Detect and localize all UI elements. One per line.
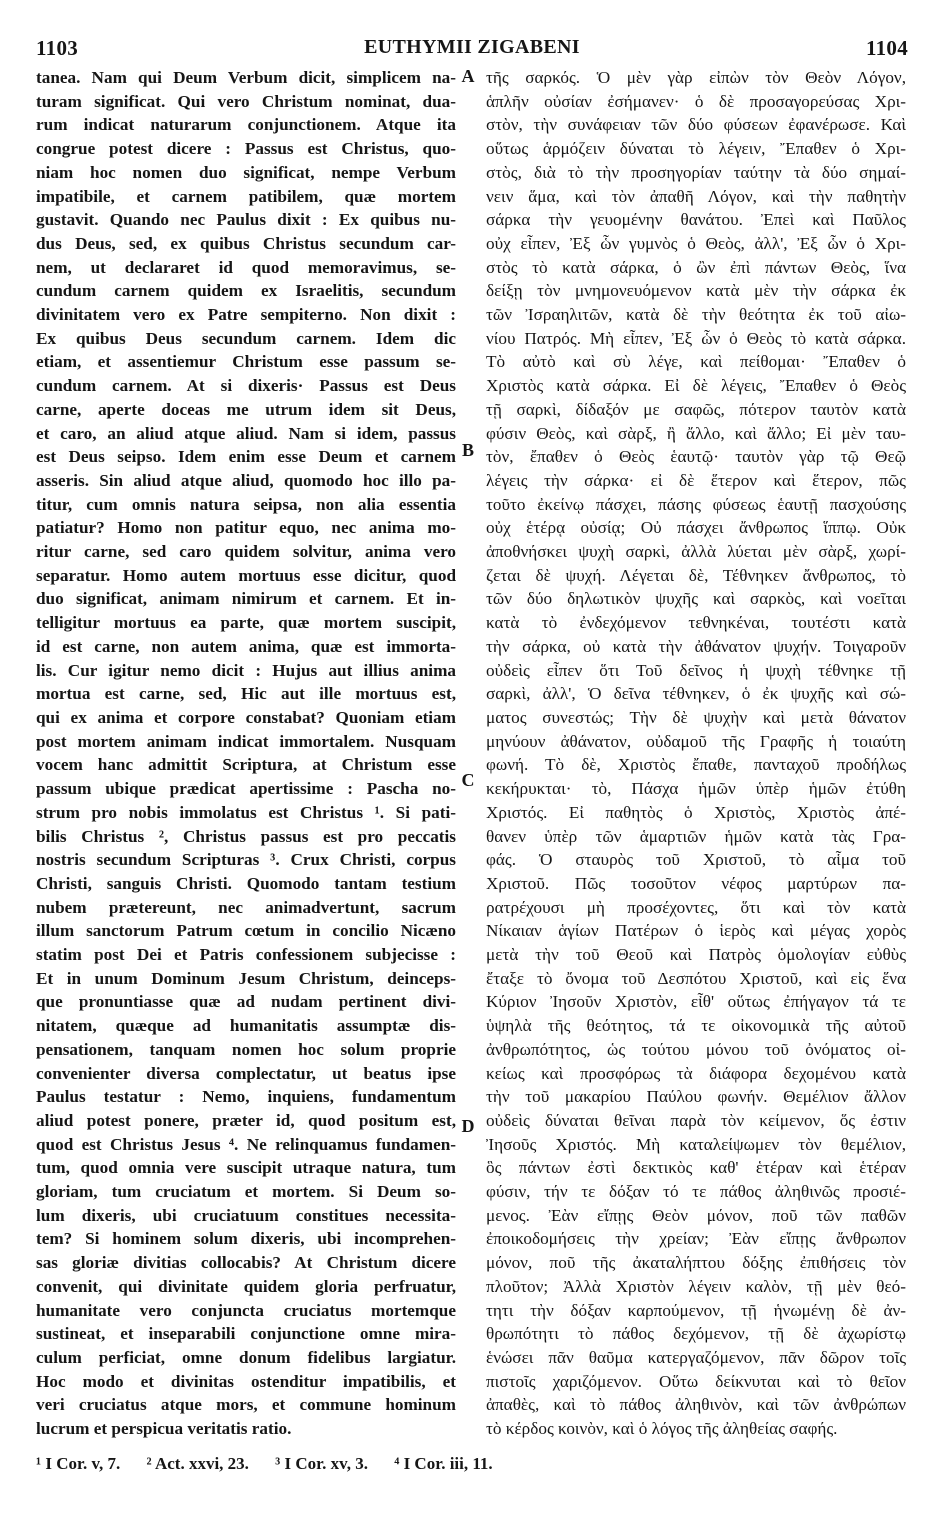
greek-text-line: οὐχ εἶπεν, Ἐξ ὧν γυμνὸς ὁ Θεὸς, ἀλλ', Ἐξ ὧν ὁ Χρι- [486,233,906,253]
latin-text-line: convenit, qui divinitate quidem gloria perfruatur, [36,1276,456,1296]
greek-text-line: ἐποικοδομήσεις τὴν χρείαν; Ἐὰν εἴπῃς ἄνθρωπον [486,1229,906,1249]
greek-text-line: δείξῃ τὸν μνημονευόμενον κατὰ μὲν τὴν σάρκα ἐκ [486,281,906,301]
footnote-4: ⁴ I Cor. iii, 11. [394,1454,493,1473]
latin-text-line: passum ubique prædicat apertissime : Pascha no- [36,779,456,799]
latin-text-line: duo significat, animam nimirum et carnem. Et in- [36,589,456,609]
latin-text-line: nubem prætereunt, nec animadvertunt, sacrum [36,897,456,917]
latin-text-line: convenienter diversa complectatur, ut beatus ipse [36,1063,456,1083]
greek-text-line: ἀνθρωπότητος, ὡς τούτου μόνου τοῦ ὀνόματος οἰ- [486,1039,906,1059]
page-number-right: 1104 [865,36,908,60]
latin-text-line: qui ex anima et corpore constabat? Quoniam etiam [36,707,456,727]
latin-text-line: sas gloriæ divitias collocabis? At Christum dicere [36,1253,456,1273]
greek-text-line: ζεται δὲ ψυχή. Λέγεται δὲ, Τέθνηκεν ἄνθρωπος, τὸ [486,565,906,585]
latin-text-line: patiatur? Homo non patitur equo, nec anima mo- [36,518,456,538]
greek-text-line: θανεν ὑπὲρ τῶν ἁμαρτιῶν ἡμῶν κατὰ τὰς Γρα- [486,826,906,846]
greek-text-line: τῶν δύο δηλωτικὸν ψυχῆς καὶ σαρκὸς, καὶ νοεῖται [486,589,906,609]
greek-text-line: Νίκαιαν ἁγίων Πατέρων ὁ ἱερὸς καὶ μέγας χορὸς [486,921,906,941]
latin-text-line: tem? Si hominem solum dixeris, ubi incomprehen- [36,1229,456,1249]
greek-text-line: τὸ κέρδος κοινὸν, καὶ ὁ λόγος τῆς ἀληθείας σαφής. [486,1419,838,1439]
latin-text-line: lucrum et perspicua veritatis ratio. [36,1419,292,1439]
latin-text-line: Hoc modo et divinitas ostenditur impatibilis, et [36,1371,456,1391]
latin-text-line: tum, quod omnia vere suscipit utraque natura, tum [36,1158,456,1178]
latin-text-line: que pronuntiasse quæ ad nudam pertinent divi- [36,992,456,1012]
greek-text-line: Τὸ αὐτὸ καὶ σὺ λέγε, καὶ πείθομαι· Ἔπαθεν ὁ [486,352,906,372]
greek-text-line: Ἰησοῦς Χριστός. Μὴ καταλείψωμεν τὸν θεμέλιον, [486,1134,906,1154]
greek-text-line: μενος. Ἐὰν εἴπῃς Θεὸν μόνον, ποῦ τῶν παθῶν [486,1205,906,1225]
footnote-3: ³ I Cor. xv, 3. [275,1454,368,1473]
greek-text-line: Χριστοῦ. Πῶς τοσοῦτον νέφος μαρτύρων πα- [486,873,906,893]
greek-text-line: θρωπότητι τὸ πάθος δεχόμενον, τῇ δὲ ἀχωρίστῳ [486,1324,906,1344]
latin-text-line: veri cruciatus atque mors, et commune hominum [36,1395,456,1415]
latin-text-line: Paulus testatur : Nemo, inquiens, fundamentum [36,1087,456,1107]
greek-text-line: φάς. Ὁ σταυρὸς τοῦ Χριστοῦ, τὸ αἷμα τοῦ [486,850,906,870]
latin-text-line: separatur. Homo autem mortuus esse dicitur, quod [36,565,456,585]
latin-text-line: turam significat. Qui vero Christum nominat, dua- [36,91,456,111]
latin-text-line: titur, cum omnis natura seipsa, non alia essentia [36,494,456,514]
greek-text-line: κατὰ τὸ ἐνδεχόμενον τεθνηκέναι, τουτέστι κατὰ [486,613,906,633]
latin-text-line: vocem hanc admittit Scriptura, at Christum esse [36,755,456,775]
latin-text-line: gloriam, tum cruciatum et mortem. Si Deum so- [36,1182,456,1202]
greek-text-line: στὸς, διὰ τὸ τὴν προσηγορίαν ταύτην τὰ δύο σημαί- [486,162,906,182]
running-title: EUTHYMII ZIGABENI [364,36,580,58]
latin-text-line: nem, ut declararet id quod memoravimus, se- [36,257,456,277]
latin-text-line: est Deus seipso. Idem enim esse Deum et carnem [36,447,456,467]
footnotes [36,1454,596,1474]
latin-text-line: rum indicat naturarum conjunctionem. Atque ita [36,115,456,135]
latin-text-line: dus Deus, sed, ex quibus Christus secundum car- [36,233,456,253]
greek-text-line: τὴν τοῦ μακαρίου Παύλου φωνήν. Θεμέλιον ἄλλον [486,1087,906,1107]
margin-marker-c: C [461,770,475,790]
greek-text-line: ρατρέχουσι μὴ προσέχοντες, ὅτι καὶ τὸν κατὰ [486,897,906,917]
greek-text-line: κείως καὶ προσφόρως τὰ διάφορα δεχομένου κατὰ [486,1063,906,1083]
latin-text-line: cundum carnem quidem ex Israelitis, secundum [36,281,456,301]
latin-text-line: etiam, et assentiemur Christum esse passum se- [36,352,456,372]
greek-text-line: λέγεις τὴν σάρκα· εἰ δὲ ἕτερον καὶ ἕτερον, πῶς [486,470,906,490]
greek-text-line: σάρκα τὴν γευομένην θανάτου. Ἐπεὶ καὶ Παῦλος [486,210,906,230]
greek-text-line: τητι τὴν δόξαν καρπούμενον, τῇ ἡνωμένῃ δὲ ἀν- [486,1300,906,1320]
latin-text-line: lum dixeris, ubi cruciatuum constitues necessita- [36,1205,456,1225]
latin-text-line: impatibile, et carnem patibilem, quæ mortem [36,186,456,206]
latin-text-line: telligitur mortuus ea parte, quæ mortem suscipit, [36,613,456,633]
greek-text-line: κεκήρυκται· τὸ, Πάσχα ἡμῶν ὑπὲρ ἡμῶν ἐτύθη [486,779,906,799]
footnote-2: ² Act. xxvi, 23. [146,1454,249,1473]
latin-text-line: Ex quibus Deus secundum carnem. Idem dic [36,328,456,348]
latin-text-line: nitatem, quæque ad humanitatis assumptæ dis- [36,1016,456,1036]
latin-text-line: statim post Dei et Patris confessionem subjecisse : [36,945,456,965]
latin-text-line: mortua est carne, sed, Hic aut ille mortuus est, [36,684,456,704]
greek-column [486,66,906,1441]
latin-text-line: lis. Cur igitur nemo dicit : Hujus aut illius anima [36,660,456,680]
latin-text-line: strum pro nobis immolatus est Christus ¹. Si pati- [36,802,456,822]
greek-text-line: ἀποθνήσκει ψυχὴ σαρκὶ, ἀλλὰ λύεται μὲν σὰρξ, χωρί- [486,542,906,562]
latin-text-line: pensationem, tanquam nomen hoc solum proprie [36,1039,456,1059]
greek-text-line: φωνή. Τὸ δὲ, Χριστὸς ἔπαθε, πανταχοῦ προδήλως [486,755,906,775]
latin-text-line: asseris. Sin aliud atque aliud, quomodo hoc illo pa- [36,470,456,490]
latin-column [36,66,456,1441]
page-number-left: 1103 [36,36,79,60]
latin-text-line: ritur carne, sed caro quidem solvitur, anima vero [36,542,456,562]
latin-text-line: Christi, sanguis Christi. Quomodo tantam testium [36,873,456,893]
latin-text-line: quod est Christus Jesus ⁴. Ne relinquamus fundamen- [36,1134,456,1154]
greek-text-line: οὐχ ἑτέρᾳ οὐσίᾳ; Οὐ πάσχει ἄνθρωπος ἵππῳ. Οὐκ [486,518,906,538]
latin-text-line: gustavit. Quando nec Paulus dixit : Ex quibus nu- [36,210,456,230]
latin-text-line: aliud potest ponere, præter id, quod positum est, [36,1110,456,1130]
greek-text-line: φύσιν, τήν τε δόξαν τό τε πάθος ἀληθινῶς προσιέ- [486,1182,906,1202]
latin-text-line: culum perficiat, omne donum fidelibus largiatur. [36,1347,456,1367]
greek-text-line: σαρκὶ, ἀλλ', Ὁ δεῖνα τέθνηκεν, ὁ ἐκ ψυχῆς καὶ σώ- [486,684,906,704]
greek-text-line: πλοῦτον; Ἀλλὰ Χριστὸν λέγειν καλὸν, τῇ μὲν θεό- [486,1276,906,1296]
latin-text-line: divinitatem vero ex Patre sempiterno. Non dixit : [36,305,456,325]
greek-text-line: ὃς πάντων ἐστὶ δεκτικὸς καθ' ἑτέραν καὶ ἑτέραν [486,1158,906,1178]
margin-marker-a: A [461,66,475,86]
greek-text-line: τῶν Ἰσραηλιτῶν, κατὰ δὲ τὴν θεότητα ἐκ τοῦ αἰω- [486,305,906,325]
greek-text-line: πιστοῖς χαριζόμενον. Οὕτω δείκνυται καὶ τὸ θεῖον [486,1371,906,1391]
latin-text-line: nostris secundum Scripturas ³. Crux Christi, corpus [36,850,456,870]
greek-text-line: μόνον, ποῦ τῆς ἀκαταλήπτου δόξης ἐπιθήσεις τὸν [486,1253,906,1273]
greek-text-line: ἔταξε τὸ ὄνομα τοῦ Δεσπότου Χριστοῦ, καὶ εἰς ἕνα [486,968,906,988]
greek-text-line: Χριστὸς κατὰ σάρκα. Εἰ δὲ λέγεις, Ἔπαθεν ὁ Θεὸς [486,376,906,396]
latin-text-line: post mortem animam indicat immortalem. Nusquam [36,731,456,751]
greek-text-line: νίου Πατρός. Μὴ εἶπεν, Ἐξ ὧν ὁ Θεὸς τὸ κατὰ σάρκα. [486,328,906,348]
greek-text-line: Χριστός. Εἰ παθητὸς ὁ Χριστὸς, Χριστὸς ἀπέ- [486,802,906,822]
greek-text-line: οὐδεὶς εἶπεν ὅτι Τοῦ δεῖνος ἡ ψυχὴ τέθνηκε τῇ [486,660,906,680]
latin-text-line: humanitate vero conjuncta cruciatus mortemque [36,1300,456,1320]
greek-text-line: φύσιν Θεὸς, καὶ σὰρξ, ἢ ἄλλο, καὶ ἄλλο; Εἰ μὲν ταυ- [486,423,906,443]
greek-text-line: νειν ἅμα, καὶ τὸν ἀπαθῆ Λόγον, καὶ τὴν παθητὴν [486,186,906,206]
greek-text-line: ὑψηλὰ τῆς θεότητος, τά τε οἰκονομικὰ τῆς αὐτοῦ [486,1016,906,1036]
greek-text-line: ἀπαθὲς, καὶ τὸ πάθος ἀληθινὸν, καὶ τῶν ἀνθρώπων [486,1395,906,1415]
latin-text-line: bilis Christus ², Christus passus est pro peccatis [36,826,456,846]
greek-text-line: ἑνώσει πᾶν θαῦμα κατεργαζόμενον, πᾶν δῶρον τοῖς [486,1347,906,1367]
latin-text-line: sustineat, et inseparabili conjunctione omne mira- [36,1324,456,1344]
greek-text-line: μετὰ τὴν τοῦ Θεοῦ καὶ Πατρὸς ὁμολογίαν εὐθὺς [486,945,906,965]
footnote-1: ¹ I Cor. v, 7. [36,1454,121,1473]
latin-text-line: tanea. Nam qui Deum Verbum dicit, simplicem na- [36,68,456,87]
latin-text-line: niam hoc nomen duo significat, nempe Verbum [36,162,456,182]
latin-text-line: carne, aperte doceas me utrum idem sit Deus, [36,399,456,419]
margin-marker-d: D [461,1116,475,1136]
page-header [36,36,908,66]
greek-text-line: οὐδεὶς δύναται θεῖναι παρὰ τὸν κείμενον, ὅς ἐστιν [486,1110,906,1130]
greek-text-line: τοῦτο ἐκείνῳ πάσχει, πάσης φύσεως ἑαυτῇ πασχούσης [486,494,906,514]
greek-text-line: στὸν, τὴν συνάφειαν τῶν δύο φύσεων ἐφανέρωσε. Καὶ [486,115,906,135]
latin-text-line: congrue potest dicere : Passus est Christus, quo- [36,139,456,159]
greek-text-line: τὸν, ἔπαθεν ὁ Θεὸς ἑαυτῷ· ταυτὸν γὰρ τῷ Θεῷ [486,447,906,467]
greek-text-line: στὸς τὸ κατὰ σάρκα, ὁ ὢν ἐπὶ πάντων Θεὸς, ἵνα [486,257,906,277]
latin-text-line: illum sanctorum Patrum cœtum in concilio Nicæno [36,921,456,941]
greek-text-line: τῆς σαρκός. Ὁ μὲν γὰρ εἰπὼν τὸν Θεὸν Λόγον, [486,68,906,87]
greek-text-line: ματος συνεστώς; Τὴν δὲ ψυχὴν καὶ μετὰ θάνατον [486,707,906,727]
greek-text-line: οὕτως ἁρμόζειν δύναται τὸ λέγειν, Ἔπαθεν ὁ Χρι- [486,139,906,159]
greek-text-line: τῇ σαρκὶ, δίδαξόν με σαφῶς, πότερον ταυτὸν κατὰ [486,399,906,419]
latin-text-line: Et in unum Dominum Jesum Christum, deinceps- [36,968,456,988]
margin-marker-b: B [461,440,474,460]
latin-text-line: cundum carnem. At si dixeris· Passus est Deus [36,376,456,396]
greek-text-line: μηνύουν ἀθάνατον, οὐδαμοῦ τῆς Γραφῆς ἡ τοιαύτη [486,731,906,751]
latin-text-line: id est carne, non autem anima, quæ est immorta- [36,636,456,656]
greek-text-line: Κύριον Ἰησοῦν Χριστὸν, εἶθ' οὕτως ἐπήγαγον τά τε [486,992,906,1012]
latin-text-line: et caro, an aliud atque aliud. Nam si idem, passus [36,423,456,443]
greek-text-line: ἁπλῆν οὐσίαν ἐσήμανεν· ὁ δὲ προσαγορεύσας Χρι- [486,91,906,111]
greek-text-line: τὴν σάρκα, οὐ κατὰ τὴν ἀθάνατον ψυχήν. Τοιγαροῦν [486,636,906,656]
